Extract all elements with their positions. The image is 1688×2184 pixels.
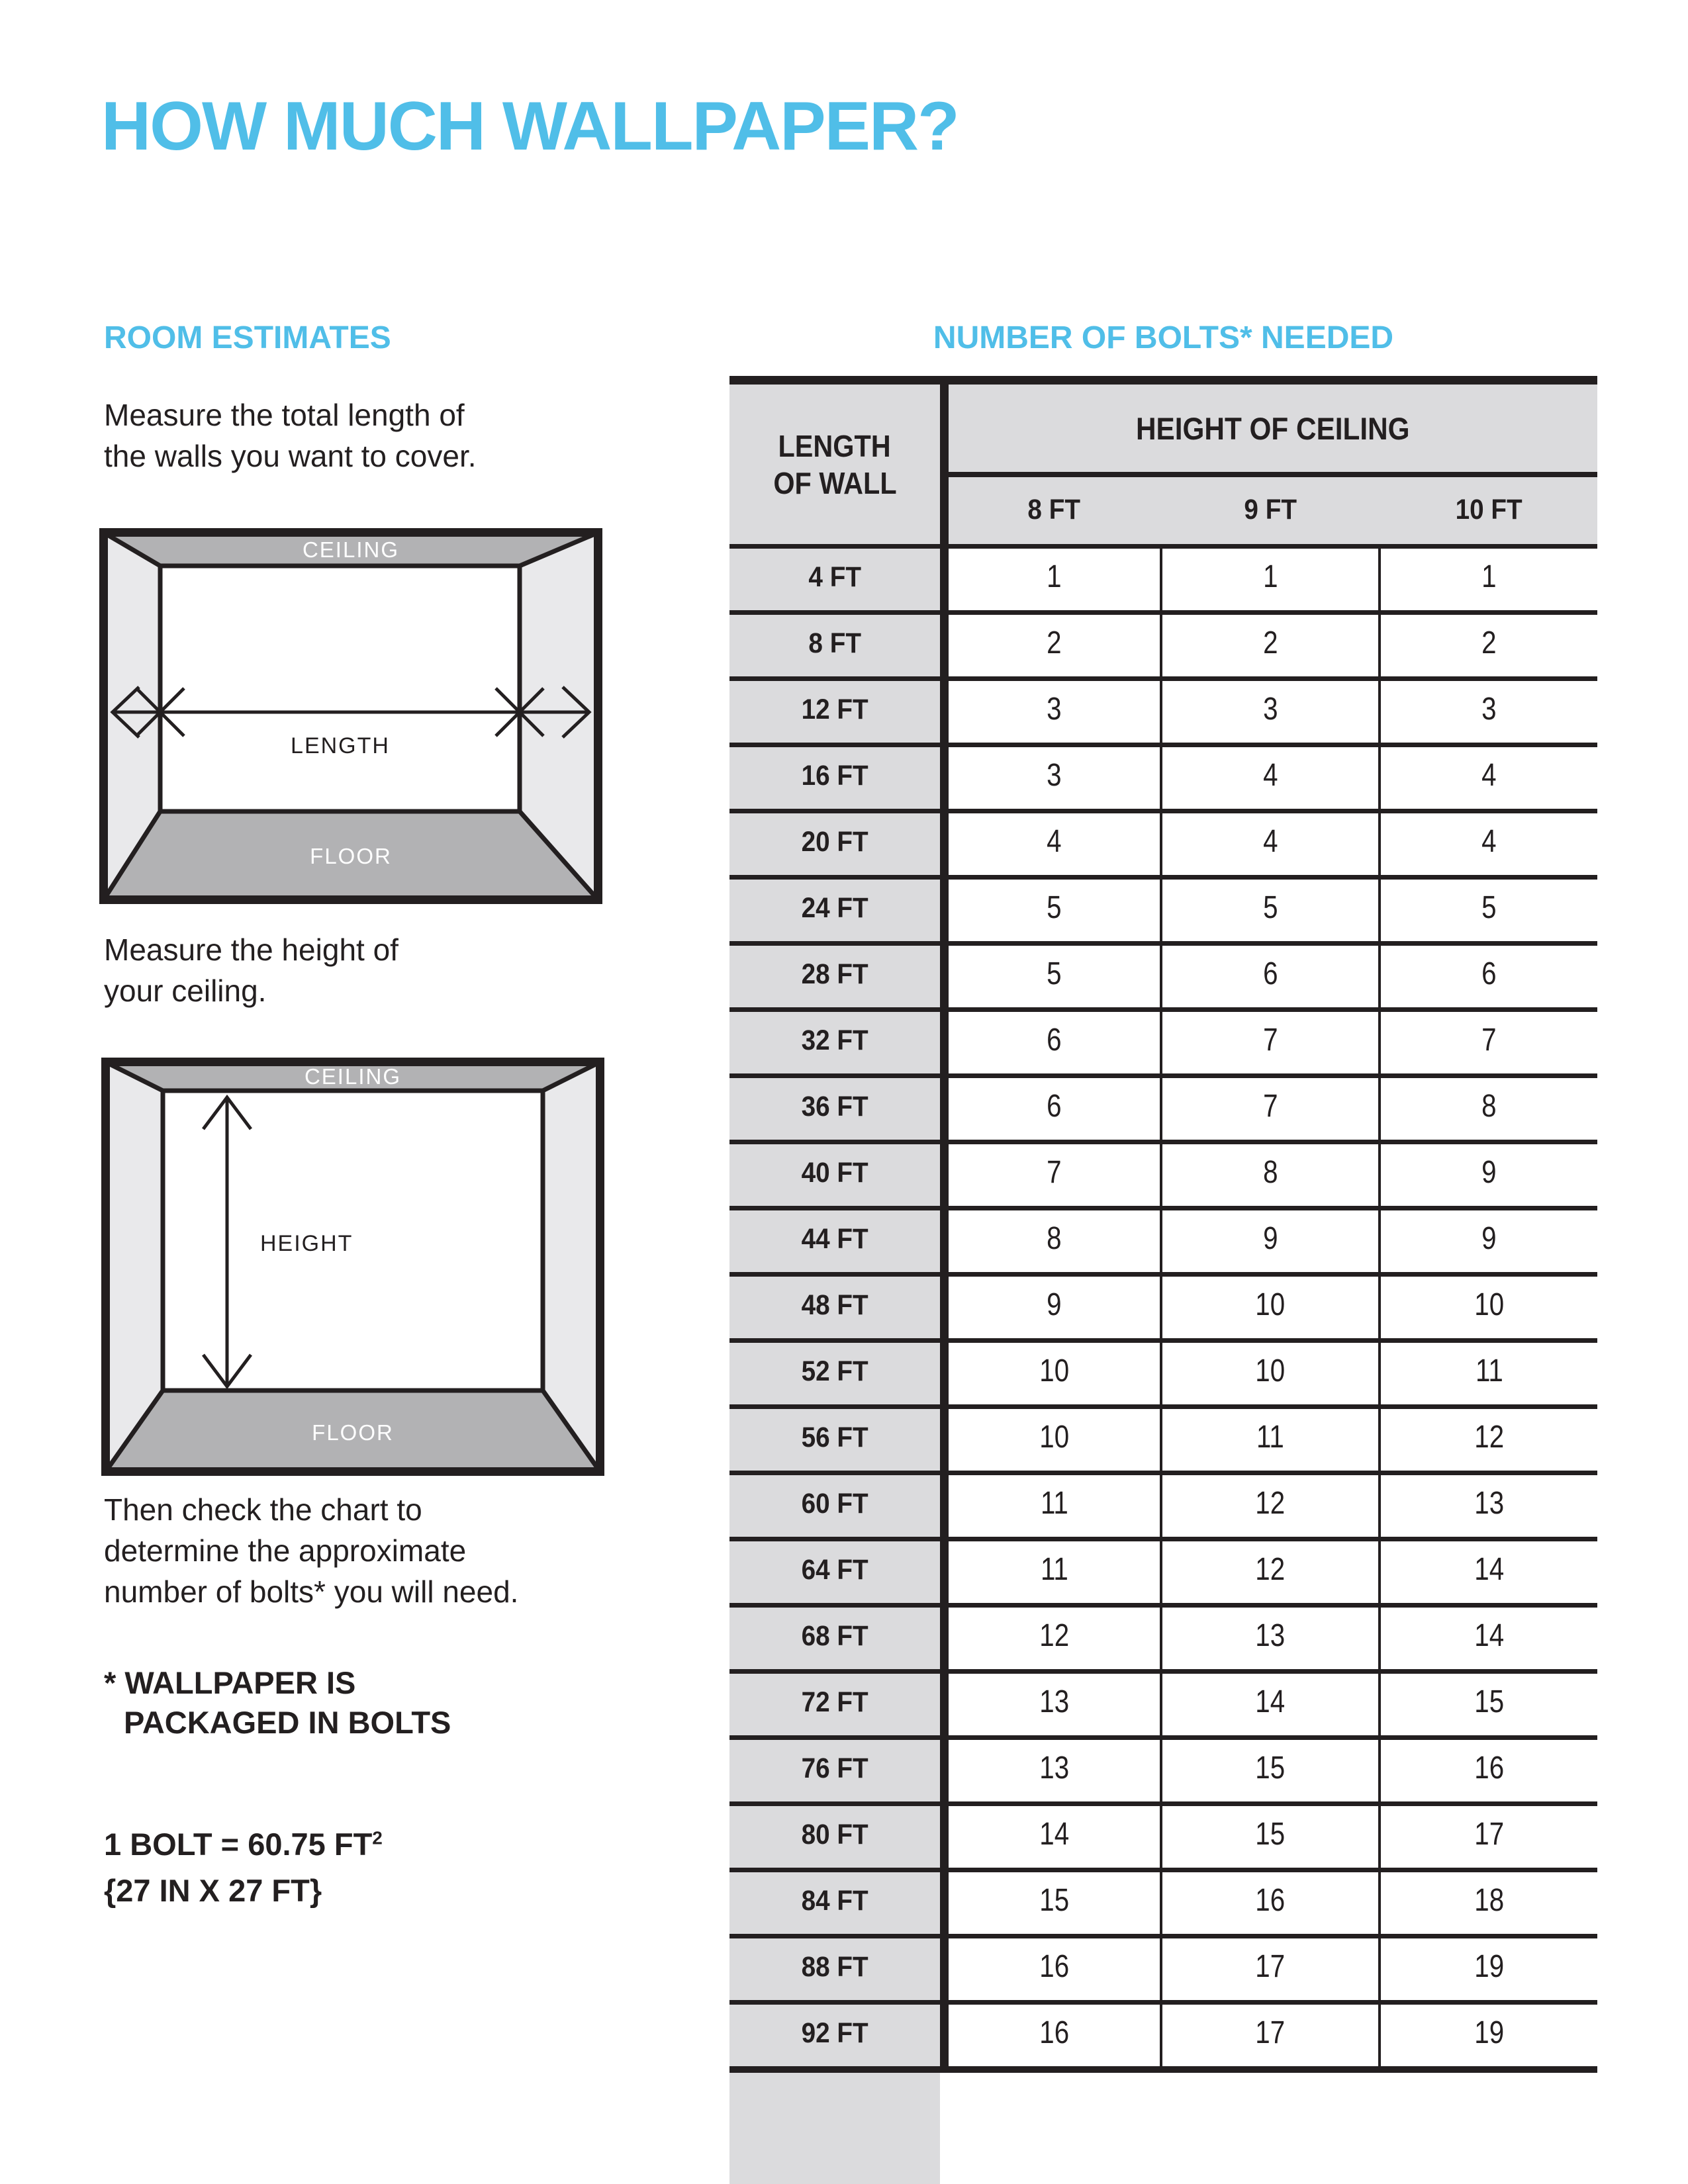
bolt-count-cell-9ft: 17 bbox=[1255, 1949, 1286, 1984]
bolt-count-cell-10ft: 3 bbox=[1481, 692, 1497, 727]
bolt-count-cell-8ft: 13 bbox=[1039, 1684, 1069, 1719]
bolt-count-cell-9ft: 7 bbox=[1262, 1089, 1278, 1124]
row-length-label: 60 FT bbox=[801, 1488, 868, 1520]
bolt-count-cell-9ft: 1 bbox=[1262, 559, 1278, 594]
bolt-count-cell-9ft: 10 bbox=[1255, 1287, 1286, 1322]
table-row bbox=[729, 1934, 1597, 2000]
table-row bbox=[729, 1669, 1597, 1735]
bolt-count-cell-9ft: 17 bbox=[1255, 2015, 1286, 2050]
row-separator-line bbox=[729, 1471, 1597, 1475]
bolt-spec bbox=[104, 1821, 383, 1914]
table-row bbox=[729, 2000, 1597, 2066]
row-separator-line bbox=[729, 2000, 1597, 2005]
row-separator-line bbox=[729, 1338, 1597, 1343]
row-separator-line bbox=[729, 1272, 1597, 1277]
row-separator-line bbox=[729, 1735, 1597, 1740]
bolt-count-cell-8ft: 11 bbox=[1040, 1486, 1068, 1521]
bolt-count-cell-10ft: 15 bbox=[1474, 1684, 1504, 1719]
row-length-label: 44 FT bbox=[801, 1223, 868, 1255]
table-row bbox=[729, 1007, 1597, 1073]
table-row bbox=[729, 1801, 1597, 1868]
bolt-count-cell-10ft: 13 bbox=[1474, 1486, 1504, 1521]
bolt-count-cell-8ft: 3 bbox=[1047, 692, 1062, 727]
table-row bbox=[729, 941, 1597, 1007]
bolt-count-cell-10ft: 4 bbox=[1481, 758, 1497, 793]
ceiling-label: CEILING bbox=[304, 1064, 402, 1089]
row-length-label: 88 FT bbox=[801, 1951, 868, 1983]
bolt-count-cell-9ft: 13 bbox=[1255, 1618, 1286, 1653]
paragraph-measure-height bbox=[104, 929, 399, 1011]
bolts-table bbox=[729, 376, 1597, 2085]
bolt-count-cell-8ft: 13 bbox=[1039, 1751, 1069, 1786]
row-length-label: 28 FT bbox=[801, 958, 868, 990]
row-length-label: 32 FT bbox=[801, 1024, 868, 1056]
bolt-count-cell-9ft: 15 bbox=[1255, 1751, 1286, 1786]
row-separator-line bbox=[729, 743, 1597, 747]
bolt-count-cell-9ft: 4 bbox=[1262, 824, 1278, 859]
bolt-count-cell-10ft: 19 bbox=[1474, 1949, 1504, 1984]
row-length-label: 16 FT bbox=[801, 760, 868, 792]
table-row bbox=[729, 610, 1597, 676]
bolt-count-cell-8ft: 5 bbox=[1047, 890, 1062, 925]
row-length-label: 20 FT bbox=[801, 826, 868, 858]
paragraph-measure-length bbox=[104, 394, 477, 477]
bolt-count-cell-10ft: 16 bbox=[1474, 1751, 1504, 1786]
table-row bbox=[729, 1338, 1597, 1404]
row-separator-line bbox=[729, 1073, 1597, 1078]
footnote-line: PACKAGED IN BOLTS bbox=[124, 1705, 451, 1740]
row-separator-line bbox=[729, 676, 1597, 681]
table-row bbox=[729, 676, 1597, 743]
bolt-count-cell-9ft: 8 bbox=[1262, 1155, 1278, 1190]
paragraph-line: Measure the height of bbox=[104, 933, 399, 967]
row-separator-line bbox=[729, 1669, 1597, 1674]
table-row bbox=[729, 1073, 1597, 1140]
section-heading-room-estimates: ROOM ESTIMATES bbox=[104, 320, 391, 355]
bolt-count-cell-9ft: 12 bbox=[1255, 1552, 1286, 1587]
paragraph-line: determine the approximate bbox=[104, 1533, 467, 1568]
bolt-count-cell-8ft: 5 bbox=[1047, 956, 1062, 991]
bolt-count-cell-9ft: 11 bbox=[1256, 1420, 1284, 1455]
bolt-count-cell-8ft: 16 bbox=[1039, 2015, 1069, 2050]
row-length-label: 40 FT bbox=[801, 1157, 868, 1189]
row-separator-line bbox=[729, 610, 1597, 615]
bolt-count-cell-10ft: 19 bbox=[1474, 2015, 1504, 2050]
bolt-count-cell-9ft: 5 bbox=[1262, 890, 1278, 925]
row-length-label: 72 FT bbox=[801, 1686, 868, 1718]
row-separator-line bbox=[729, 544, 1597, 549]
length-label: LENGTH bbox=[291, 733, 390, 758]
bolt-count-cell-8ft: 6 bbox=[1047, 1023, 1062, 1058]
row-length-label: 76 FT bbox=[801, 1752, 868, 1784]
bolt-count-cell-10ft: 9 bbox=[1481, 1221, 1497, 1256]
table-row bbox=[729, 1735, 1597, 1801]
page-title: HOW MUCH WALLPAPER? bbox=[101, 88, 959, 165]
row-length-label: 52 FT bbox=[801, 1355, 868, 1387]
row-length-label: 64 FT bbox=[801, 1554, 868, 1586]
bolt-count-cell-10ft: 1 bbox=[1481, 559, 1497, 594]
bolt-count-cell-8ft: 10 bbox=[1039, 1420, 1069, 1455]
bolt-count-cell-8ft: 7 bbox=[1047, 1155, 1062, 1190]
table-row bbox=[729, 1603, 1597, 1669]
back-wall bbox=[160, 566, 520, 811]
bolt-count-cell-10ft: 5 bbox=[1481, 890, 1497, 925]
table-row bbox=[729, 1206, 1597, 1272]
floor-label: FLOOR bbox=[310, 844, 392, 868]
table-row bbox=[729, 1537, 1597, 1603]
table-row bbox=[729, 809, 1597, 875]
bolt-count-cell-9ft: 12 bbox=[1255, 1486, 1286, 1521]
footnote-wallpaper-bolts bbox=[104, 1663, 451, 1743]
row-separator-line bbox=[729, 1007, 1597, 1012]
bolt-count-cell-8ft: 16 bbox=[1039, 1949, 1069, 1984]
bolt-count-cell-9ft: 16 bbox=[1255, 1883, 1286, 1918]
bolt-count-cell-8ft: 3 bbox=[1047, 758, 1062, 793]
row-length-label: 80 FT bbox=[801, 1819, 868, 1850]
bolt-count-cell-10ft: 4 bbox=[1481, 824, 1497, 859]
row-separator-line bbox=[729, 1404, 1597, 1409]
bolt-count-cell-10ft: 8 bbox=[1481, 1089, 1497, 1124]
bolt-count-cell-8ft: 6 bbox=[1047, 1089, 1062, 1124]
bolt-count-cell-8ft: 2 bbox=[1047, 625, 1062, 660]
table-row bbox=[729, 1868, 1597, 1934]
bolt-count-cell-9ft: 4 bbox=[1262, 758, 1278, 793]
table-bottom-border bbox=[729, 2066, 1597, 2073]
bolt-count-cell-9ft: 6 bbox=[1262, 956, 1278, 991]
floor-label: FLOOR bbox=[312, 1420, 394, 1445]
table-row bbox=[729, 1272, 1597, 1338]
bolt-count-cell-10ft: 12 bbox=[1474, 1420, 1504, 1455]
bolt-count-cell-10ft: 11 bbox=[1475, 1353, 1503, 1388]
bolt-count-cell-9ft: 15 bbox=[1255, 1817, 1286, 1852]
bolt-count-cell-9ft: 3 bbox=[1262, 692, 1278, 727]
paragraph-line: number of bolts* you will need. bbox=[104, 1574, 519, 1609]
column-header-length-of-wall bbox=[729, 385, 940, 544]
bolt-count-cell-9ft: 14 bbox=[1255, 1684, 1286, 1719]
row-separator-line bbox=[729, 1603, 1597, 1608]
bolt-count-cell-10ft: 17 bbox=[1474, 1817, 1504, 1852]
row-length-label: 84 FT bbox=[801, 1885, 868, 1917]
bolt-count-cell-8ft: 9 bbox=[1047, 1287, 1062, 1322]
room-diagram-length bbox=[99, 528, 602, 904]
bolt-count-cell-10ft: 10 bbox=[1474, 1287, 1504, 1322]
bolt-count-cell-8ft: 11 bbox=[1040, 1552, 1068, 1587]
bolt-dimensions-line: {27 IN X 27 FT} bbox=[104, 1873, 322, 1908]
table-row bbox=[729, 875, 1597, 941]
superscript-2: 2 bbox=[372, 1827, 383, 1848]
row-length-label: 56 FT bbox=[801, 1422, 868, 1453]
table-heading: NUMBER OF BOLTS* NEEDED bbox=[933, 320, 1394, 355]
row-length-label: 68 FT bbox=[801, 1620, 868, 1652]
table-gray-stub bbox=[729, 2073, 940, 2083]
bolt-count-cell-10ft: 14 bbox=[1474, 1552, 1504, 1587]
row-length-label: 24 FT bbox=[801, 892, 868, 924]
table-top-border bbox=[729, 376, 1597, 385]
ceiling-label: CEILING bbox=[302, 537, 400, 562]
height-label: HEIGHT bbox=[260, 1231, 353, 1256]
bolt-count-cell-8ft: 15 bbox=[1039, 1883, 1069, 1918]
column-header-8ft: 8 FT bbox=[1027, 494, 1081, 525]
row-separator-line bbox=[729, 1206, 1597, 1210]
bolt-count-cell-10ft: 2 bbox=[1481, 625, 1497, 660]
bolt-count-cell-8ft: 1 bbox=[1047, 559, 1062, 594]
row-separator-line bbox=[729, 941, 1597, 946]
bolt-count-cell-10ft: 18 bbox=[1474, 1883, 1504, 1918]
header-line: LENGTH bbox=[778, 428, 892, 463]
paragraph-check-chart bbox=[104, 1489, 518, 1612]
row-separator-line bbox=[729, 1801, 1597, 1806]
bolt-count-cell-9ft: 2 bbox=[1262, 625, 1278, 660]
row-separator-line bbox=[729, 809, 1597, 813]
paragraph-line: your ceiling. bbox=[104, 974, 267, 1008]
row-separator-line bbox=[729, 1140, 1597, 1144]
table-row bbox=[729, 544, 1597, 610]
row-separator-line bbox=[729, 1537, 1597, 1541]
paragraph-line: Measure the total length of bbox=[104, 398, 465, 432]
bolt-count-cell-10ft: 9 bbox=[1481, 1155, 1497, 1190]
row-separator-line bbox=[729, 875, 1597, 880]
table-row bbox=[729, 1471, 1597, 1537]
bolt-count-cell-9ft: 7 bbox=[1262, 1023, 1278, 1058]
row-separator-line bbox=[729, 1934, 1597, 1938]
footnote-line: * WALLPAPER IS bbox=[104, 1665, 356, 1700]
paragraph-line: the walls you want to cover. bbox=[104, 439, 477, 473]
column-header-9ft: 9 FT bbox=[1244, 494, 1297, 525]
table-row bbox=[729, 1404, 1597, 1471]
bolt-count-cell-10ft: 14 bbox=[1474, 1618, 1504, 1653]
room-diagram-height bbox=[101, 1058, 604, 1476]
bolt-count-cell-10ft: 6 bbox=[1481, 956, 1497, 991]
row-length-label: 4 FT bbox=[808, 561, 861, 593]
row-length-label: 92 FT bbox=[801, 2017, 868, 2049]
column-header-10ft: 10 FT bbox=[1455, 494, 1523, 525]
bolt-count-cell-9ft: 10 bbox=[1255, 1353, 1286, 1388]
bolt-size-line: 1 BOLT = 60.75 $FT^2$ bbox=[104, 1827, 383, 1862]
paragraph-line: Then check the chart to bbox=[104, 1492, 422, 1527]
bolt-count-cell-8ft: 8 bbox=[1047, 1221, 1062, 1256]
bolt-count-cell-8ft: 10 bbox=[1039, 1353, 1069, 1388]
header-line: OF WALL bbox=[773, 465, 897, 500]
bolt-count-cell-9ft: 9 bbox=[1262, 1221, 1278, 1256]
column-header-height-of-ceiling: HEIGHT OF CEILING bbox=[1136, 410, 1410, 446]
bolt-count-cell-8ft: 14 bbox=[1039, 1817, 1069, 1852]
bolt-count-cell-8ft: 12 bbox=[1039, 1618, 1069, 1653]
table-row bbox=[729, 1140, 1597, 1206]
row-separator-line bbox=[729, 1868, 1597, 1872]
bolt-count-cell-8ft: 4 bbox=[1047, 824, 1062, 859]
table-row bbox=[729, 743, 1597, 809]
row-length-label: 36 FT bbox=[801, 1091, 868, 1122]
row-length-label: 12 FT bbox=[801, 694, 868, 725]
row-length-label: 48 FT bbox=[801, 1289, 868, 1321]
bolt-count-cell-10ft: 7 bbox=[1481, 1023, 1497, 1058]
row-length-label: 8 FT bbox=[808, 627, 861, 659]
